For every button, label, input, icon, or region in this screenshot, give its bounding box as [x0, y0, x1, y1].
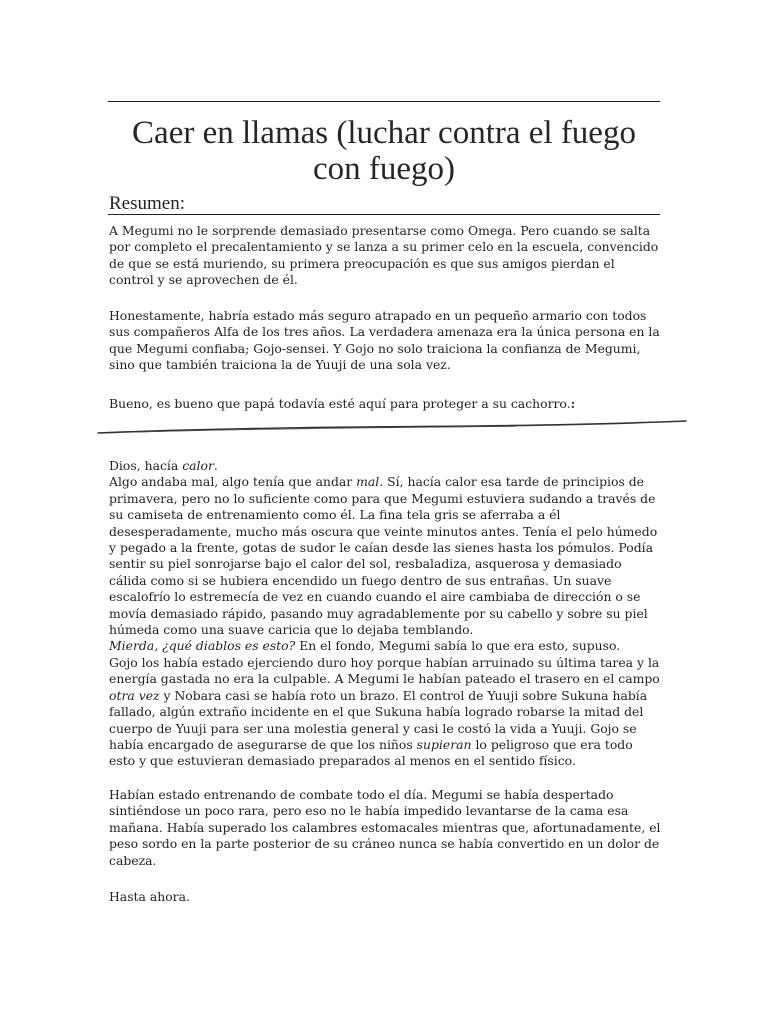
- summary-heading: Resumen:: [109, 193, 185, 214]
- story-paragraph-3: [109, 889, 661, 905]
- summary-paragraph-2: [109, 308, 661, 374]
- story-text-1d-italic-1: otra vez: [109, 687, 160, 703]
- story-text-1d1: Gojo los había estado ejerciendo duro hoy porque habían arruinado su última tarea y la energía gastada no era la culpable. A Megumi le habían pateado el trasero en el campo: [109, 654, 660, 687]
- summary-text-2: Honestamente, habría estado más seguro atrapado en un pequeño armario con todos sus compañeros Alfa de los tres años. La verdadera amenaza era la única persona en la que Megumi confiaba; Gojo-sensei. Y Gojo no solo traiciona la confianza de Megumi, sino que también traiciona la de Yuuji de una sola vez.: [109, 308, 660, 373]
- story-text-1c-italic: Mierda, ¿qué diablos es esto?: [109, 638, 296, 654]
- story-line-4: [109, 655, 661, 770]
- story-text-1a-italic: calor: [182, 458, 214, 473]
- section-divider: [96, 418, 688, 436]
- story-text-1d3: lo peligroso que era todo esto y que estuvieran demasiado preparados al menos en el sentido físico.: [109, 736, 633, 769]
- story-text-1b: Algo andaba mal, algo tenía que andar: [109, 474, 357, 490]
- document-title: Caer en llamas (luchar contra el fuego con fuego): [132, 115, 636, 187]
- story-paragraph-1: [109, 458, 661, 770]
- story-text-1b-italic: mal.: [356, 474, 384, 490]
- summary-paragraph-3: [109, 396, 661, 412]
- story-text-1a: Dios, hacía: [109, 458, 183, 473]
- story-text-1d-italic-2: supieran: [416, 736, 472, 752]
- summary-text-1: A Megumi no le sorprende demasiado presentarse como Omega. Pero cuando se salta por completo el precalentamiento y se lanza a su primer celo en la escuela, convencido de que se está muriendo, su primera preocupación es que sus amigos pierdan el control y se aprovechen de él.: [109, 223, 659, 288]
- story-line-2: [109, 474, 661, 638]
- story-text-1a-end: .: [213, 458, 218, 473]
- story-text-1d2: y Nobara casi se había roto un brazo. El control de Yuuji sobre Sukuna había fallado, algún extraño incidente en el que Sukuna había logrado robarse la mitad del cuerpo de Yuuji para ser una molestia general y casi le costó la vida a Yuuji. Gojo se había encargado de asegurarse de que los niños: [109, 687, 648, 752]
- summary-paragraph-1: [109, 223, 661, 289]
- summary-text-3: [109, 396, 661, 412]
- story-line-1: [109, 458, 661, 474]
- story-line-3: [109, 638, 661, 654]
- summary-text-3-colon: :: [570, 396, 576, 411]
- top-rule: [108, 101, 660, 102]
- story-text-1c: En el fondo, Megumi sabía lo que era esto, supuso.: [295, 638, 621, 654]
- summary-text-3-body: Bueno, es bueno que papá todavía esté aquí para proteger a su cachorro.: [109, 396, 571, 411]
- story-text-3: Hasta ahora.: [109, 889, 190, 904]
- story-paragraph-2: [109, 787, 661, 869]
- story-text-1b-rest: Sí, hacía calor esa tarde de principios de primavera, pero no lo suficiente como para que Megumi estuviera sudando a través de su camiseta de entrenamiento como él. La fina tela gris se aferraba a él desesperadamente, mucho más oscura que veinte minutos antes. Tenía el pelo húmedo y pegado a la frente, gotas de sudor le caían desde las sienes hasta los pómulos. Podía sentir su piel sonrojarse bajo el calor del sol, resbaladiza, asquerosa y demasiado cálida como si se hubiera encendido un fuego dentro de sus entrañas. Un suave escalofrío lo estremecía de vez en cuando cuando el aire cambiaba de dirección o se movía demasiado rápido, pasando muy agradablemente por su cabello y sobre su piel húmeda como una suave caricia que lo dejaba temblando.: [109, 474, 658, 638]
- summary-rule: [108, 214, 660, 215]
- story-text-2: Habían estado entrenando de combate todo el día. Megumi se había despertado sintiéndose un poco rara, pero eso no le había impedido levantarse de la cama esa mañana. Había superado los calambres estomacales mientras que, afortunadamente, el peso sordo en la parte posterior de su cráneo nunca se había convertido en un dolor de cabeza.: [109, 787, 661, 868]
